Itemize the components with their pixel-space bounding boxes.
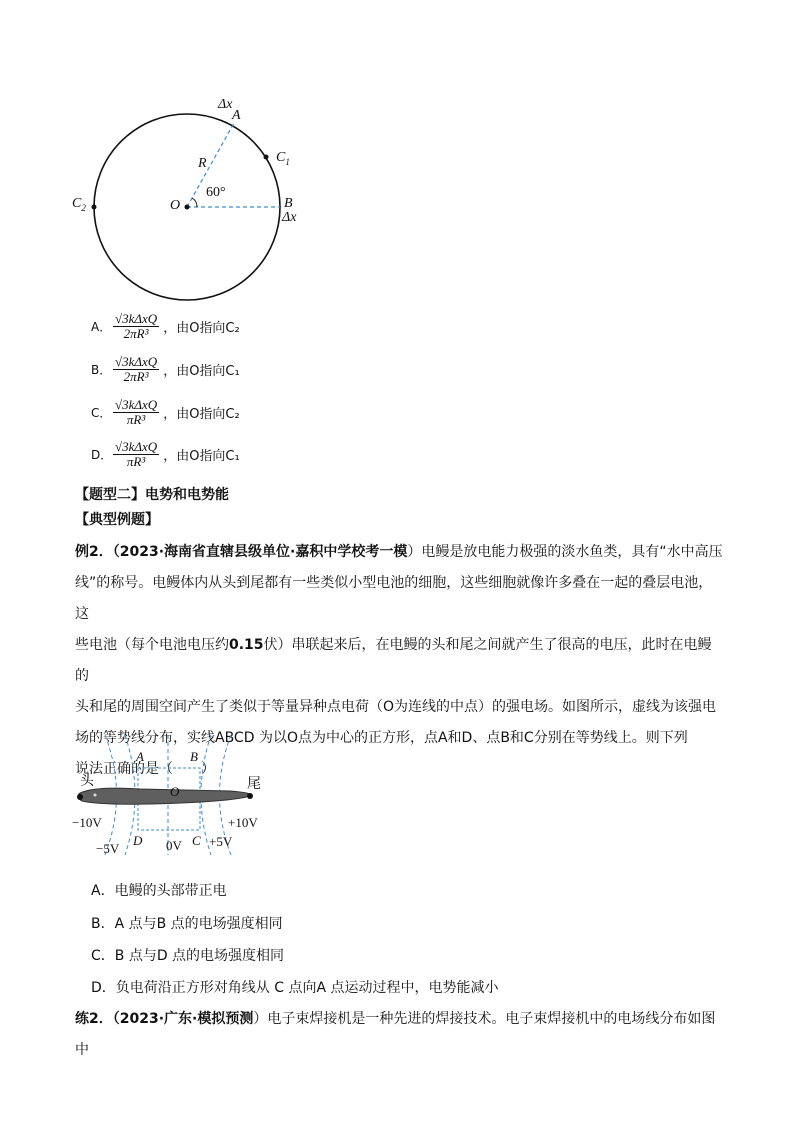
option-letter: B． <box>91 363 112 377</box>
label-A: A <box>136 749 144 764</box>
label-C2: $C_2$ <box>72 196 86 213</box>
label-plus-10v: +10V <box>228 815 258 830</box>
label-C: C <box>192 833 201 848</box>
option-text: ，由O指向C₂ <box>163 321 240 336</box>
example2-line4: 头和尾的周围空间产生了类似于等量异种点电荷（O为连线的中点）的强电场。如图所示，虚线为该强电 <box>75 699 717 715</box>
section-title: 【题型二】电势和电势能 <box>75 487 229 503</box>
fraction: $\frac{\text{√3kΔxQ}}{\text{2πR³}}$ <box>115 311 158 341</box>
choice-C[interactable]: C．B 点与D 点的电场强度相同 <box>91 948 285 964</box>
point-O <box>185 205 190 210</box>
label-D: D <box>133 833 143 848</box>
section-subtitle: 【典型例题】 <box>75 512 159 528</box>
option-letter: D． <box>91 448 113 462</box>
label-A: A <box>232 108 241 123</box>
eel-body <box>78 788 251 804</box>
label-zero-v: 0V <box>166 838 182 853</box>
example2-line1: 例2．（2023·海南省直辖县级单位·嘉积中学校考一模）电鳗是放电能力极强的淡水鱼类，具有“水中高压 <box>75 544 723 560</box>
option-text: ，由O指向C₁ <box>163 449 240 464</box>
label-dx-top: Δx <box>218 97 233 112</box>
option-B[interactable] <box>91 355 240 384</box>
label-head: 头 <box>80 773 94 789</box>
angle-arc <box>192 198 197 207</box>
choice-B[interactable]: B．A 点与B 点的电场强度相同 <box>91 916 283 932</box>
point-C1 <box>264 155 269 160</box>
label-tail: 尾 <box>247 776 261 792</box>
practice2-text: 练2．（2023·广东·模拟预测）电子束焊接机是一种先进的焊接技术。电子束焊接机中的电场线分布如图中 <box>75 1011 716 1058</box>
option-C[interactable] <box>91 398 240 427</box>
label-R: R <box>198 156 207 171</box>
eel-eye <box>94 794 97 797</box>
label-B: B <box>284 196 293 211</box>
point-C2 <box>92 205 97 210</box>
example2-line3: 些电池（每个电池电压约0.15伏）串联起来后，在电鳗的头和尾之间就产生了很高的电压，此时在电鳗的 <box>75 637 712 684</box>
example2-line2: 线”的称号。电鳗体内从头到尾都有一些类似小型电池的细胞，这些细胞就像许多叠在一起的叠层电池，这 <box>75 575 713 622</box>
label-O: O <box>170 198 181 213</box>
choice-A[interactable]: A．电鳗的头部带正电 <box>91 883 227 899</box>
option-letter: C． <box>91 406 112 420</box>
fraction: $\frac{\text{√3kΔxQ}}{\text{πR³}}$ <box>115 397 158 427</box>
label-minus-10v: −10V <box>72 815 102 830</box>
label-angle: 60° <box>206 185 226 200</box>
label-B: B <box>190 749 198 764</box>
circle-figure <box>60 95 320 305</box>
label-plus-5v: +5V <box>209 834 233 849</box>
example2-line6: 说法正确的是（ ） <box>75 761 215 777</box>
eel-head-point <box>77 794 83 800</box>
fraction: $\frac{\text{√3kΔxQ}}{\text{πR³}}$ <box>115 439 158 469</box>
label-minus-5v: −5V <box>96 841 120 856</box>
choice-D[interactable]: D．负电荷沿正方形对角线从 C 点向A 点运动过程中，电势能减小 <box>91 980 499 996</box>
fraction: $\frac{\text{√3kΔxQ}}{\text{2πR³}}$ <box>115 354 158 384</box>
option-text: ，由O指向C₁ <box>163 364 240 379</box>
label-O: O <box>170 784 180 799</box>
option-text: ，由O指向C₂ <box>163 407 240 422</box>
label-C1: $C_1$ <box>276 150 290 167</box>
eel-tail-point <box>247 793 253 799</box>
option-letter: A． <box>91 320 112 334</box>
label-dx-right: Δx <box>282 210 297 225</box>
option-A[interactable] <box>91 312 240 341</box>
option-D[interactable] <box>91 440 240 469</box>
example2-line5: 场的等势线分布，实线ABCD 为以O点为中心的正方形，点A和D、点B和C分别在等势线上。则下列 <box>75 730 688 746</box>
